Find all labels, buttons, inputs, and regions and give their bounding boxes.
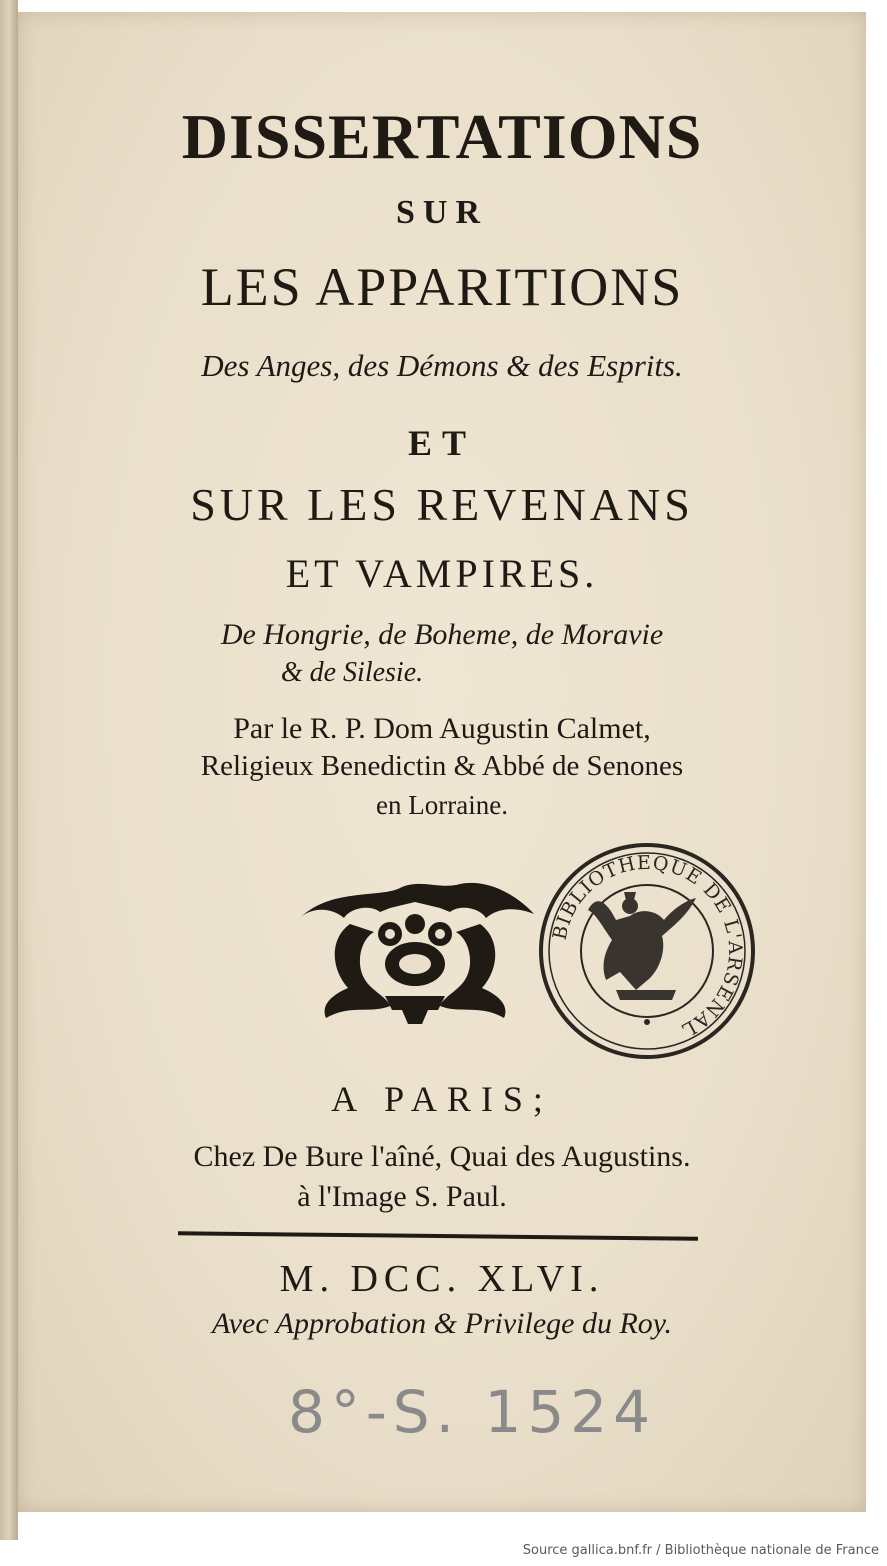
author-line-name: Par le R. P. Dom Augustin Calmet, bbox=[233, 712, 651, 745]
title-line-sur: SUR bbox=[395, 194, 489, 231]
title-line-dissertations: DISSERTATIONS bbox=[181, 101, 703, 172]
subtitle-anges: Des Anges, des Démons & des Esprits. bbox=[201, 348, 683, 383]
title-conjunction-et: ET bbox=[407, 423, 477, 463]
imprint-city: A PARIS; bbox=[331, 1079, 553, 1119]
subtitle-hongrie: De Hongrie, de Boheme, de Moravie bbox=[220, 618, 664, 651]
title-page bbox=[18, 12, 866, 1512]
shelfmark-pencil: 8°-S. 1524 bbox=[287, 1378, 657, 1446]
library-stamp bbox=[536, 840, 758, 1062]
source-credit: Source gallica.bnf.fr / Bibliothèque nationale de France bbox=[522, 1543, 879, 1558]
imprint-sign: à l'Image S. Paul. bbox=[297, 1180, 507, 1213]
imprint-year: M. DCC. XLVI. bbox=[279, 1258, 605, 1300]
author-line-title: Religieux Benedictin & Abbé de Senones bbox=[200, 750, 684, 782]
author-line-place: en Lorraine. bbox=[376, 790, 508, 820]
title-line-revenans: SUR LES REVENANS bbox=[190, 479, 694, 530]
imprint-approval: Avec Approbation & Privilege du Roy. bbox=[212, 1307, 672, 1340]
imprint-publisher: Chez De Bure l'aîné, Quai des Augustins. bbox=[193, 1140, 691, 1173]
title-line-vampires: ET VAMPIRES. bbox=[285, 551, 599, 596]
stamp-text: BIBLIOTHEQUE DE L'ARSENAL bbox=[548, 851, 747, 1042]
eagle-icon bbox=[588, 892, 696, 1000]
subtitle-silesie: & de Silesie. bbox=[280, 657, 424, 688]
printers-ornament-icon bbox=[290, 878, 540, 1028]
title-line-apparitions: LES APPARITIONS bbox=[200, 257, 684, 317]
book-spine-edge bbox=[0, 0, 18, 1540]
divider-rule bbox=[178, 1231, 698, 1240]
